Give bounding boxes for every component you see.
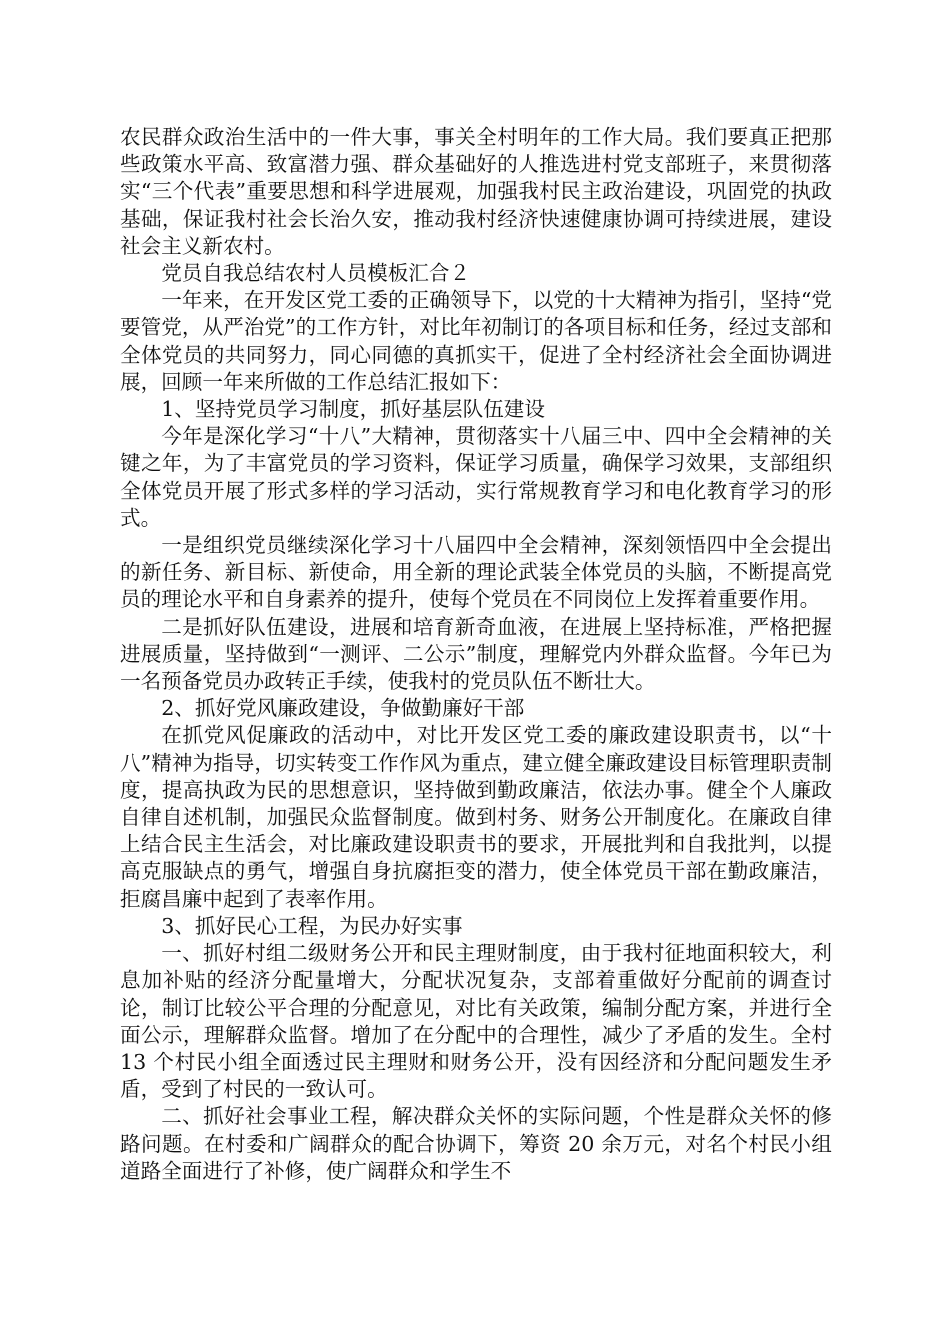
paragraph-continuation: 农民群众政治生活中的一件大事，事关全村明年的工作大局。我们要真正把那些政策水平高、致富潜力强、群众基础好的人推选进村党支部班子，来贯彻落实“三个代表”重要思想和科学进展观，加强我村民主政治建设，巩固党的执政基础，保证我村社会长治久安，推动我村经济快速健康协调可持续进展，建设社会主义新农村。	[120, 125, 832, 258]
paragraph: 二是抓好队伍建设，进展和培育新奇血液，在进展上坚持标准，严格把握进展质量，坚持做到“一测评、二公示”制度，理解党内外群众监督。今年已为一名预备党员办政转正手续，使我村的党员队伍不断壮大。	[120, 614, 832, 694]
heading-3: 3、抓好民心工程，为民办好实事	[161, 913, 463, 938]
heading-1: 1、坚持党员学习制度，抓好基层队伍建设	[161, 397, 545, 422]
document-body	[120, 124, 832, 1185]
paragraph-intro: 一年来，在开发区党工委的正确领导下，以党的十大精神为指引，坚持“党要管党，从严治党”的工作方针，对比年初制订的各项目标和任务，经过支部和全体党员的共同努力，同心同德的真抓实干，促进了全村经济社会全面协调进展，回顾一年来所做的工作总结汇报如下：	[120, 288, 832, 394]
heading-2: 2、抓好党风廉政建设，争做勤廉好干部	[161, 696, 525, 721]
paragraph: 今年是深化学习“十八”大精神，贯彻落实十八届三中、四中全会精神的关键之年，为了丰富党员的学习资料，保证学习质量，确保学习效果，支部组织全体党员开展了形式多样的学习活动，实行常规教育学习和电化教育学习的形式。	[120, 424, 832, 530]
paragraph: 一是组织党员继续深化学习十八届四中全会精神，深刻领悟四中全会提出的新任务、新目标、新使命，用全新的理论武装全体党员的头脑，不断提高党员的理论水平和自身素养的提升，使每个党员在不同岗位上发挥着重要作用。	[120, 533, 832, 612]
paragraph: 一、抓好村组二级财务公开和民主理财制度，由于我村征地面积较大，利息加补贴的经济分配量增大，分配状况复杂，支部着重做好分配前的调查讨论，制订比较公平合理的分配意见，对比有关政策，编制分配方案，并进行全面公示，理解群众监督。增加了在分配中的合理性，减少了矛盾的发生。全村 13 个村民小组全面透过民主理财和财务公开，没有因经济和分配问题发生矛盾，受到了村民的一致认可。	[120, 941, 832, 1102]
section-title: 党员自我总结农村人员模板汇合２	[161, 261, 471, 286]
paragraph: 在抓党风促廉政的活动中，对比开发区党工委的廉政建设职责书，以“十八”精神为指导，切实转变工作作风为重点，建立健全廉政建设目标管理职责制度，提高执政为民的思想意识，坚持做到勤政廉洁，依法办事。健全个人廉政自律自述机制，加强民众监督制度。做到村务、财务公开制度化。在廉政自律上结合民主生活会，对比廉政建设职责书的要求，开展批判和自我批判，以提高克服缺点的勇气，增强自身抗腐拒变的潜力，使全体党员干部在勤政廉洁，拒腐昌廉中起到了表率作用。	[120, 723, 832, 911]
paragraph: 二、抓好社会事业工程，解决群众关怀的实际问题，个性是群众关怀的修路问题。在村委和广阔群众的配合协调下，筹资 20 余万元，对名个村民小组道路全面进行了补修，使广阔群众和学生不	[120, 1104, 832, 1183]
